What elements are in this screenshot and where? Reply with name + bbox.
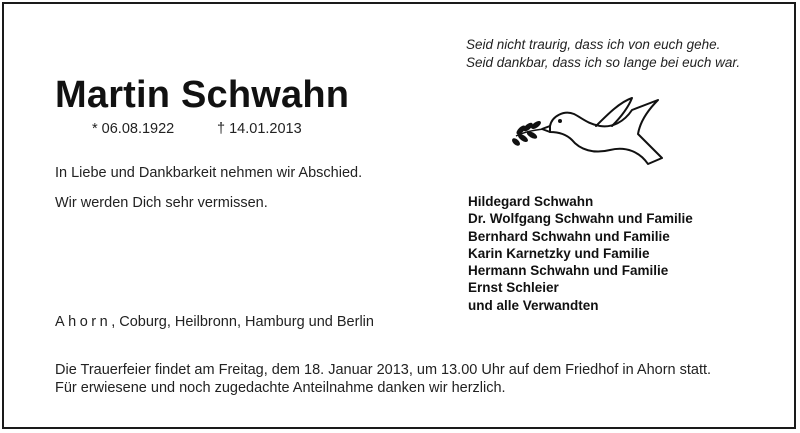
- mourners-list: [468, 193, 693, 314]
- birth-date: * 06.08.1922: [92, 121, 175, 137]
- mourner-6: Ernst Schleier: [468, 280, 559, 296]
- deceased-name: Martin Schwahn: [55, 74, 350, 116]
- thanks-text: Für erwiesene und noch zugedachte Anteilnahme danken wir herzlich.: [55, 380, 506, 396]
- place-ahorn: Ahorn: [55, 314, 112, 330]
- places-rest: , Coburg, Heilbronn, Hamburg und Berlin: [111, 314, 374, 330]
- places-line: [55, 314, 374, 330]
- mourner-4: Karin Karnetzky und Familie: [468, 245, 650, 261]
- farewell-text: In Liebe und Dankbarkeit nehmen wir Abschied.: [55, 165, 363, 181]
- mourner-7: und alle Verwandten: [468, 297, 599, 313]
- mourner-5: Hermann Schwahn und Familie: [468, 263, 669, 279]
- quote-line-1: Seid nicht traurig, dass ich von euch gehe.: [466, 37, 721, 52]
- dove-with-olive-branch-icon: [508, 92, 688, 182]
- funeral-info: Die Trauerfeier findet am Freitag, dem 18. Januar 2013, um 13.00 Uhr auf dem Friedhof in Ahorn statt.: [55, 362, 712, 378]
- mourner-2: Dr. Wolfgang Schwahn und Familie: [468, 211, 693, 227]
- mourner-3: Bernhard Schwahn und Familie: [468, 228, 670, 244]
- quote-line-2: Seid dankbar, dass ich so lange bei euch war.: [466, 55, 741, 70]
- miss-text: Wir werden Dich sehr vermissen.: [55, 195, 268, 211]
- memorial-quote: [466, 36, 740, 72]
- mourner-1: Hildegard Schwahn: [468, 194, 594, 209]
- death-date: † 14.01.2013: [217, 121, 302, 137]
